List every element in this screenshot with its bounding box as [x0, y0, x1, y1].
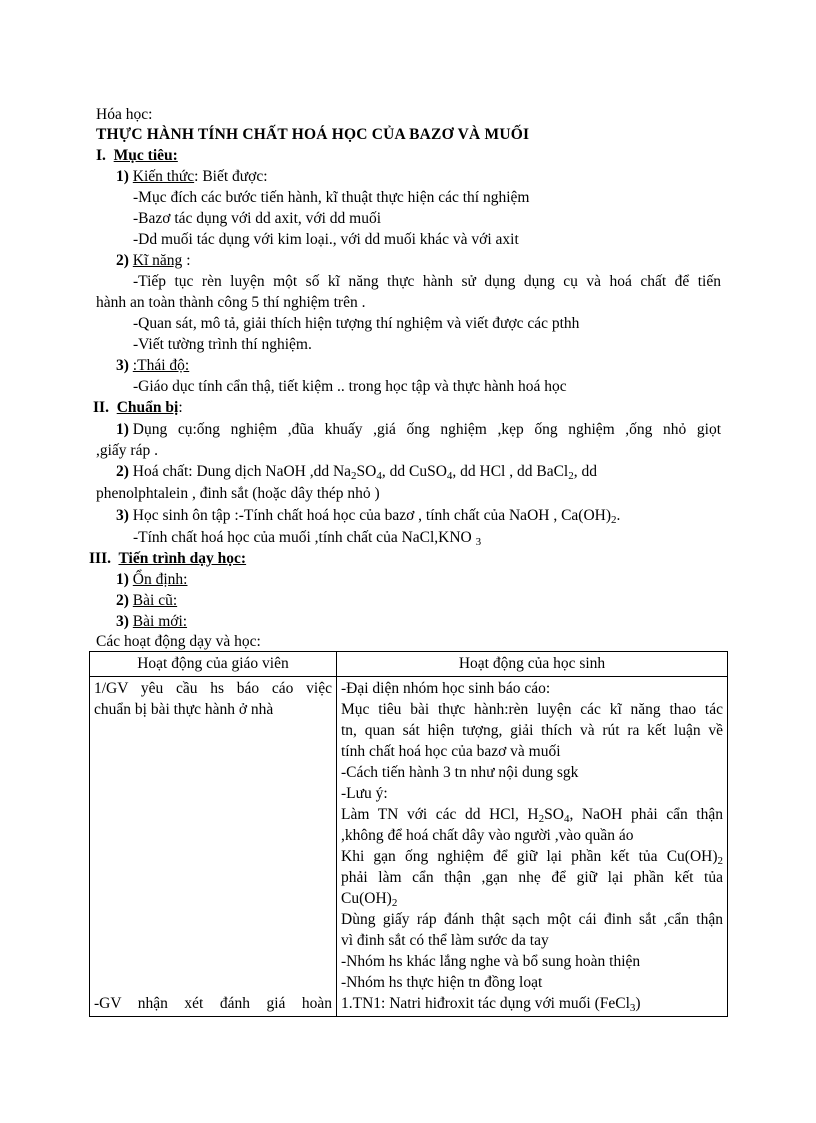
teacher-activity-1-line-2: chuẩn bị bài thực hành ở nhà — [94, 701, 274, 718]
student-line-9-sub: 2 — [717, 855, 723, 867]
student-line-16 — [341, 993, 723, 1014]
section-2-heading — [93, 397, 183, 418]
student-line-8: ,không để hoá chất dây vào người ,vào quần áo — [341, 827, 634, 844]
teacher-column-header: Hoạt động của giáo viên — [90, 652, 337, 677]
student-line-7-a: Làm TN với các dd HCl, H — [341, 806, 539, 823]
student-line-16-b: ) — [635, 995, 641, 1012]
skills-line-1-cont: hành an toàn thành công 5 thí nghiệm trên . — [96, 294, 366, 311]
student-line-5: -Cách tiến hành 3 tn như nội dung sgk — [341, 764, 579, 781]
step-1 — [116, 569, 187, 590]
step-3 — [116, 611, 187, 632]
skills-line-1: -Tiếp tục rèn luyện một số kĩ năng thực hành sử dụng dụng cụ và hoá chất để tiến — [133, 273, 721, 290]
section-3-heading — [89, 548, 246, 569]
lesson-title: THỰC HÀNH TÍNH CHẤT HOÁ HỌC CỦA BAZƠ VÀ MUỐI — [96, 126, 530, 143]
student-line-14: -Nhóm hs khác lắng nghe và bổ sung hoàn thiện — [341, 953, 641, 970]
section-1-number: I. — [96, 147, 106, 164]
step-2-label: Bài cũ: — [132, 592, 178, 609]
knowledge-line-2: -Bazơ tác dụng với dd axit, với dd muối — [133, 210, 382, 227]
student-line-9-a: Khi gạn ống nghiệm để giữ lại phần kết tủa Cu(OH) — [341, 848, 718, 865]
step-2 — [116, 590, 177, 611]
student-line-7-b: SO — [544, 806, 564, 823]
student-line-16-sub: 3 — [629, 1002, 636, 1014]
student-line-11-sub: 2 — [391, 897, 398, 909]
prep-item-1 — [116, 419, 721, 440]
knowledge-rest: : Biết được: — [194, 168, 268, 185]
step-3-number: 3) — [116, 613, 129, 630]
prep-2-sub-2: 4 — [376, 470, 382, 482]
student-column-header: Hoạt động của học sinh — [337, 652, 728, 677]
skills-line-3: -Viết tường trình thí nghiệm. — [133, 336, 312, 353]
teacher-activity-cell — [90, 677, 337, 1017]
subject-label: Hóa học: — [96, 106, 153, 123]
knowledge-label: Kiến thức — [132, 168, 195, 185]
student-line-7-c: , NaOH phải cẩn thận — [569, 806, 723, 823]
student-line-7 — [341, 804, 723, 825]
prep-1-text-cont: ,giấy ráp . — [96, 442, 158, 459]
student-line-7-sub-2: 4 — [563, 813, 570, 825]
attitude-line: -Giáo dục tính cẩn thậ, tiết kiệm .. trong học tập và thực hành hoá học — [133, 378, 567, 395]
step-1-label: Ổn định: — [132, 571, 188, 588]
prep-2-text-c: , dd CuSO — [381, 463, 447, 480]
teacher-activity-1-line-1: 1/GV yêu cầu hs báo cáo việc — [94, 680, 332, 697]
prep-1-number: 1) — [116, 421, 129, 438]
prep-3-sub: 2 — [611, 514, 617, 526]
prep-2-text-d: , dd HCl , dd BaCl — [452, 463, 569, 480]
student-line-4: tính chất hoá học của bazơ và muối — [341, 743, 561, 760]
section-3-number: III. — [89, 550, 111, 567]
table-header-row — [90, 652, 728, 677]
table-row — [90, 677, 728, 1017]
prep-3-number: 3) — [116, 507, 129, 524]
section-2-colon: : — [178, 399, 183, 416]
student-line-13: vì đinh sắt có thể làm sước da tay — [341, 932, 549, 949]
skills-heading — [116, 250, 191, 271]
prep-item-3 — [116, 505, 620, 526]
attitude-heading — [116, 355, 189, 376]
skills-number: 2) — [116, 252, 129, 269]
student-activity-cell — [337, 677, 728, 1017]
student-line-11-a: Cu(OH) — [341, 890, 392, 907]
attitude-label: :Thái độ: — [132, 357, 190, 374]
skills-rest: : — [186, 252, 191, 269]
section-1-heading — [96, 145, 178, 166]
student-line-1: -Đại diện nhóm học sinh báo cáo: — [341, 680, 551, 697]
skills-line-2: -Quan sát, mô tả, giải thích hiện tượng thí nghiệm và viết được các pthh — [133, 315, 580, 332]
activities-table — [89, 651, 728, 1017]
prep-3-text-b: . — [616, 507, 621, 524]
student-line-10: phải làm cẩn thận ,gạn nhẹ để giữ lại phần kết tủa — [341, 869, 723, 886]
section-2-title: Chuẩn bị — [116, 399, 179, 416]
skills-label: Kĩ năng — [132, 252, 183, 269]
student-line-11 — [341, 888, 723, 909]
prep-2-text-b: SO — [356, 463, 377, 480]
prep-2-sub-3: 4 — [446, 470, 453, 482]
prep-2-text-e: , dd — [573, 463, 597, 480]
prep-3-line-2-text: -Tính chất hoá học của muối ,tính chất của NaCl,KNO — [133, 529, 472, 546]
knowledge-line-1: -Mục đích các bước tiến hành, kĩ thuật thực hiện các thí nghiệm — [133, 189, 530, 206]
section-1-title: Mục tiêu: — [113, 147, 178, 164]
step-2-number: 2) — [116, 592, 129, 609]
student-line-12: Dùng giấy ráp đánh thật sạch một cái đinh sắt ,cẩn thận — [341, 911, 723, 928]
prep-2-sub-1: 2 — [351, 470, 357, 482]
section-2-number: II. — [93, 399, 109, 416]
prep-3-line-2-sub: 3 — [475, 536, 482, 548]
step-3-label: Bài mới: — [132, 613, 188, 630]
prep-2-text-cont: phenolphtalein , đinh sắt (hoặc dây thép nhỏ ) — [96, 485, 380, 502]
knowledge-heading — [116, 166, 268, 187]
step-1-number: 1) — [116, 571, 129, 588]
prep-3-text-a: Học sinh ôn tập :-Tính chất hoá học của bazơ , tính chất của NaOH , Ca(OH) — [132, 507, 612, 524]
activities-caption: Các hoạt động dạy và học: — [96, 633, 261, 650]
student-line-3: tn, quan sát hiện tượng, giải thích và rút ra kết luận về — [341, 722, 723, 739]
prep-1-text: Dụng cụ:ống nghiệm ,đũa khuấy ,giá ống nghiệm ,kẹp ống nghiệm ,ống nhỏ giọt — [132, 421, 721, 438]
knowledge-number: 1) — [116, 168, 129, 185]
prep-2-sub-4: 2 — [568, 470, 574, 482]
prep-2-number: 2) — [116, 463, 129, 480]
prep-3-line-2 — [133, 527, 481, 548]
teacher-activity-2: -GV nhận xét đánh giá hoàn — [94, 995, 332, 1012]
section-3-title: Tiến trình dạy học: — [118, 550, 247, 567]
student-line-2: Mục tiêu bài thực hành:rèn luyện các kĩ năng thao tác — [341, 701, 723, 718]
prep-item-2 — [116, 461, 721, 482]
student-line-9 — [341, 846, 723, 867]
student-line-6: -Lưu ý: — [341, 785, 388, 802]
prep-2-text-a: Hoá chất: Dung dịch NaOH ,dd Na — [132, 463, 352, 480]
student-line-7-sub-1: 2 — [538, 813, 545, 825]
student-line-16-a: 1.TN1: Natri hiđroxit tác dụng với muối (FeCl — [341, 995, 630, 1012]
student-line-15: -Nhóm hs thực hiện tn đồng loạt — [341, 974, 543, 991]
knowledge-line-3: -Dd muối tác dụng với kim loại., với dd muối khác và với axit — [133, 231, 519, 248]
attitude-number: 3) — [116, 357, 129, 374]
